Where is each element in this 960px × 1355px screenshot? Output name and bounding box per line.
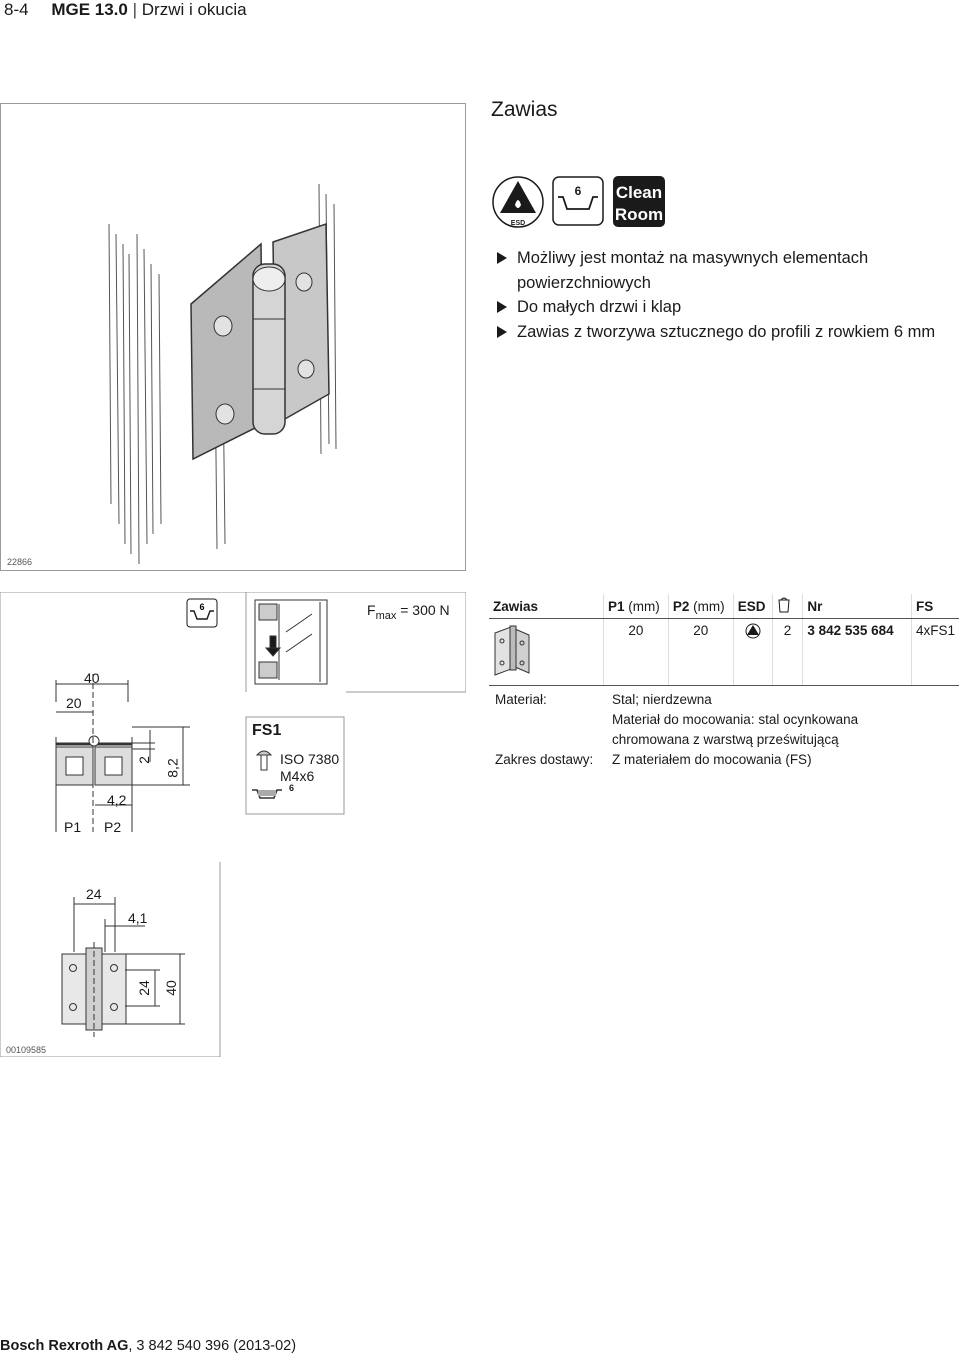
photo-id: 22866 (7, 557, 33, 567)
spec-table (489, 594, 959, 685)
col-p2: P2 (mm) (668, 594, 733, 619)
dim-8-2: 8,2 (164, 758, 181, 778)
esd-icon (493, 177, 543, 227)
screw-icon (252, 751, 282, 798)
cell-p2: 20 (668, 619, 733, 685)
company-name: Bosch Rexroth AG (0, 1338, 129, 1354)
feature-list (497, 246, 937, 344)
dim-40-vertical: 40 (162, 980, 179, 996)
door-frame-diagram (255, 600, 327, 684)
technical-drawing (0, 592, 466, 1057)
svg-text:Clean: Clean (615, 183, 663, 202)
col-name: Zawias (489, 594, 603, 619)
page-header (4, 0, 247, 20)
product-photo (0, 103, 466, 571)
material-line: chromowana z warstwą prześwitującą (612, 732, 839, 747)
cell-esd (733, 619, 772, 685)
bullet-arrow-icon (497, 301, 507, 313)
list-item: Do małych drzwi i klap (497, 295, 937, 320)
table-row (489, 619, 959, 685)
hinge-thumbnail-icon (493, 623, 533, 678)
package-icon (777, 597, 791, 613)
dim-24: 24 (86, 886, 102, 902)
hinge-front-view (62, 897, 185, 1037)
fs1-label: FS1 (252, 722, 282, 739)
svg-text:6: 6 (199, 602, 205, 612)
cell-nr: 3 842 535 684 (803, 619, 912, 685)
dim-20: 20 (66, 695, 82, 711)
list-item: Zawias z tworzywa sztucznego do profili z rowkiem 6 mm (497, 320, 937, 345)
document-number: , 3 842 540 396 (2013-02) (128, 1338, 297, 1354)
label-p1: P1 (64, 819, 82, 835)
col-nr: Nr (803, 594, 912, 619)
material-label: Materiał: (495, 692, 547, 707)
screw-size: M4x6 (280, 768, 315, 784)
cell-fs: 4xFS1 (911, 619, 959, 685)
bullet-arrow-icon (497, 326, 507, 338)
section-name: Drzwi i okucia (141, 0, 247, 19)
esd-small-icon (744, 623, 762, 639)
max-force: $F_{max} = 300$ N (367, 602, 450, 622)
hinge-illustration (1, 104, 466, 571)
page-footer (0, 1338, 296, 1354)
svg-text:ESD: ESD (510, 220, 526, 227)
hinge-thumbnail (489, 619, 603, 685)
dim-4-1: 4,1 (128, 910, 148, 926)
groove-6-badge-icon (187, 599, 217, 627)
clean-room-icon (613, 176, 665, 227)
dim-24-vertical: 24 (135, 980, 152, 996)
material-line: Stal; nierdzewna (612, 692, 712, 707)
col-pack (772, 594, 803, 619)
table-bottom-rule (489, 685, 959, 686)
dim-40: 40 (84, 670, 100, 686)
iso-label: ISO 7380 (280, 751, 340, 767)
page-title: Zawias (491, 98, 558, 121)
product-name: MGE 13.0 (51, 0, 128, 19)
drawing-id: 00109585 (6, 1045, 47, 1055)
material-line: Materiał do mocowania: stal ocynkowana (612, 712, 859, 727)
list-item: Możliwy jest montaż na masywnych elementach powierzchniowych (497, 246, 937, 295)
material-block (495, 690, 955, 780)
col-esd: ESD (733, 594, 772, 619)
page-number: 8-4 (4, 0, 29, 19)
fs1-groove: 6 (289, 783, 295, 793)
cell-qty: 2 (772, 619, 803, 685)
label-p2: P2 (104, 819, 122, 835)
bullet-arrow-icon (497, 252, 507, 264)
header-separator: | (132, 0, 138, 19)
col-p1: P1 (mm) (603, 594, 668, 619)
dim-2: 2 (135, 756, 152, 764)
cell-p1: 20 (603, 619, 668, 685)
dim-4-2: 4,2 (107, 792, 127, 808)
col-fs: FS (911, 594, 959, 619)
svg-text:Room: Room (614, 205, 664, 224)
table-header-row (489, 594, 959, 619)
svg-text:6: 6 (574, 184, 582, 198)
groove-6-icon (553, 177, 603, 225)
feature-icons (491, 175, 671, 230)
supply-value: Z materiałem do mocowania (FS) (612, 752, 812, 767)
supply-label: Zakres dostawy: (495, 752, 594, 767)
